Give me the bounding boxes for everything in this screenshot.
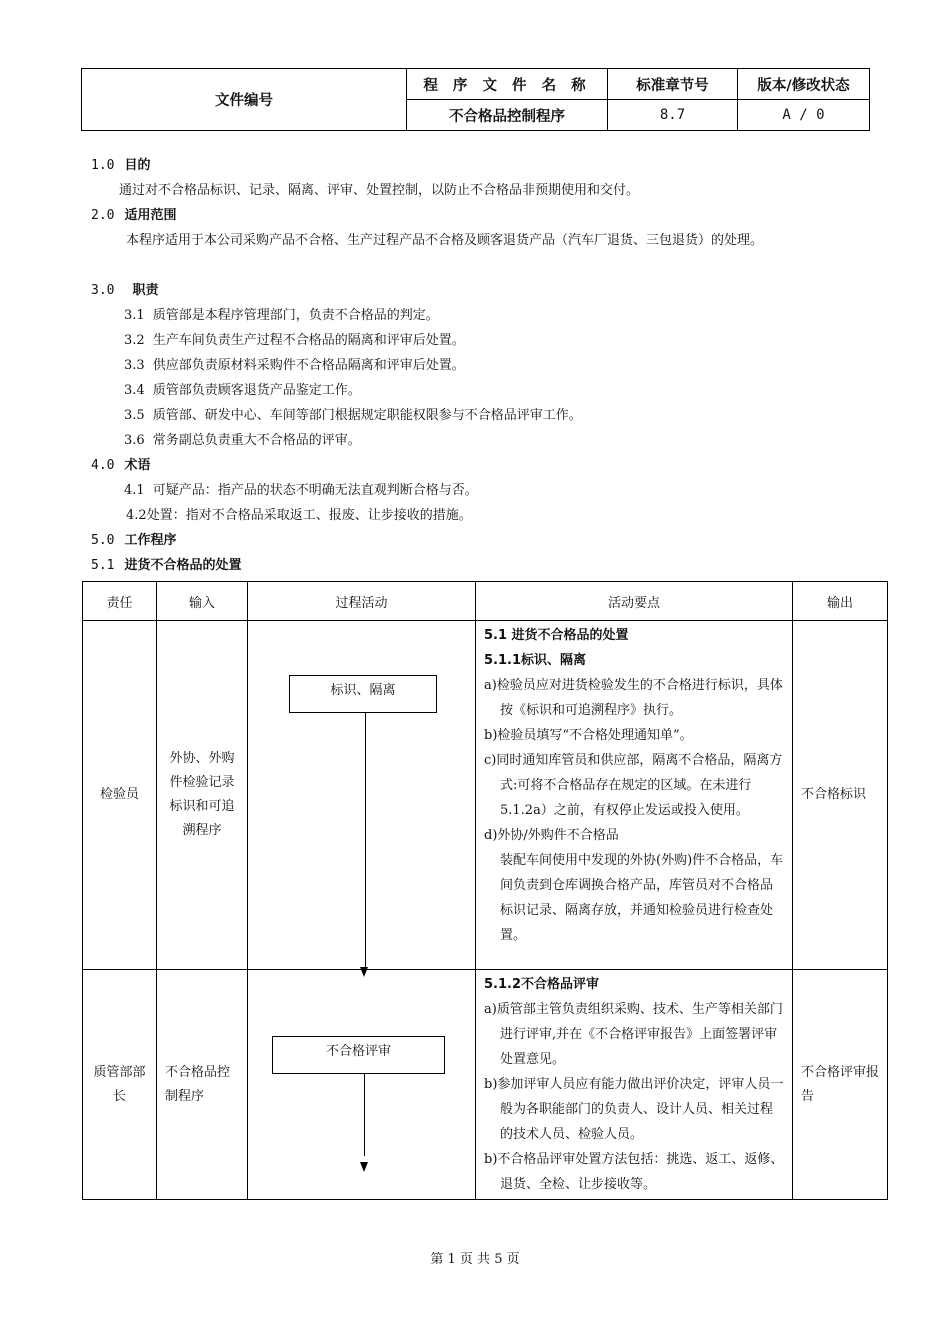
section-2-heading: 2.0 适用范围 — [91, 208, 177, 223]
section-1-text: 通过对不合格品标识、记录、隔离、评审、处置控制，以防止不合格品非预期使用和交付。 — [119, 183, 640, 198]
points-cell: 5.1 进货不合格品的处置 5.1.1标识、隔离 a)检验员应对进货检验发生的不合格进行标识，具体按《标识和可追溯程序》执行。 b)检验员填写“不合格处理通知单”。 c)同时通知库管员和供应部，隔离不合格品，隔离方式:可将不合格品存在规定的区域。在未进行 5.1.2a）之前，有权停止发运或投入使用。 d)外协/外购件不合格品 装配车间使用中发现的外协(外购)件不合格品，车间负责到仓库调换合格产品，库管员对不合格品标识记录、隔离存放，并通知检验员进行检查处置。 — [476, 621, 793, 970]
program-name: 不合格品控制程序 — [407, 100, 608, 131]
input-cell: 外协、外购 件检验记录 标识和可追 溯程序 — [157, 621, 248, 970]
col-header-input: 输入 — [157, 582, 248, 621]
section-3-item: 3.1 质管部是本程序管理部门，负责不合格品的判定。 — [124, 308, 439, 323]
flow-connector — [364, 1073, 365, 1156]
header-table — [81, 68, 870, 131]
col-header-process: 过程活动 — [248, 582, 476, 621]
page-footer: 第 1 页 共 5 页 — [430, 1252, 520, 1267]
section-4-item: 4.2处置：指对不合格品采取返工、报废、让步接收的措施。 — [126, 508, 472, 523]
points-cell: 5.1.2不合格品评审 a)质管部主管负责组织采购、技术、生产等相关部门进行评审,并在《不合格评审报告》上面签署评审处置意见。 b)参加评审人员应有能力做出评价决定，评审人员一般为各职能部门的负责人、设计人员、相关过程的技术人员、检验人员。 b)不合格品评审处置方法包括：挑选、返工、返修、退货、全检、让步接收等。 — [476, 970, 793, 1200]
input-cell: 不合格品控 制程序 — [157, 970, 248, 1200]
section-5-heading: 5.0 工作程序 — [91, 533, 177, 548]
std-clause: 8.7 — [608, 100, 738, 131]
section-4-item: 4.1 可疑产品：指产品的状态不明确无法直观判断合格与否。 — [124, 483, 478, 498]
version: A / 0 — [738, 100, 870, 131]
arrow-down-icon — [360, 967, 368, 977]
col-header-points: 活动要点 — [476, 582, 793, 621]
section-3-heading: 3.0 职责 — [91, 283, 159, 298]
col-header-output: 输出 — [793, 582, 888, 621]
section-5-1-heading: 5.1 进货不合格品的处置 — [91, 558, 242, 573]
section-3-item: 3.3 供应部负责原材料采购件不合格品隔离和评审后处置。 — [124, 358, 465, 373]
process-table — [82, 581, 888, 1200]
table-row — [83, 621, 888, 970]
version-label: 版本/修改状态 — [738, 69, 870, 100]
std-clause-label: 标准章节号 — [608, 69, 738, 100]
section-4-heading: 4.0 术语 — [91, 458, 151, 473]
program-name-label: 程 序 文 件 名 称 — [407, 69, 608, 100]
flow-box: 标识、隔离 — [289, 675, 437, 713]
responsibility-cell: 质管部部长 — [83, 970, 157, 1200]
section-3-item: 3.5 质管部、研发中心、车间等部门根据规定职能权限参与不合格品评审工作。 — [124, 408, 582, 423]
responsibility-cell: 检验员 — [83, 621, 157, 970]
output-cell: 不合格评审报告 — [793, 970, 888, 1200]
flow-box: 不合格评审 — [272, 1036, 445, 1074]
output-cell: 不合格标识 — [793, 621, 888, 970]
table-row — [83, 970, 888, 1200]
process-cell — [248, 970, 476, 1200]
col-header-responsibility: 责任 — [83, 582, 157, 621]
file-no-label: 文件编号 — [82, 69, 407, 131]
process-cell — [248, 621, 476, 970]
section-3-item: 3.4 质管部负责顾客退货产品鉴定工作。 — [124, 383, 361, 398]
flow-connector — [365, 712, 366, 970]
section-1-heading: 1.0 目的 — [91, 158, 151, 173]
arrow-down-icon — [360, 1162, 368, 1172]
section-3-item: 3.6 常务副总负责重大不合格品的评审。 — [124, 433, 361, 448]
section-2-text: 本程序适用于本公司采购产品不合格、生产过程产品不合格及顾客退货产品（汽车厂退货、三包退货）的处理。 — [126, 233, 764, 248]
section-3-item: 3.2 生产车间负责生产过程不合格品的隔离和评审后处置。 — [124, 333, 465, 348]
